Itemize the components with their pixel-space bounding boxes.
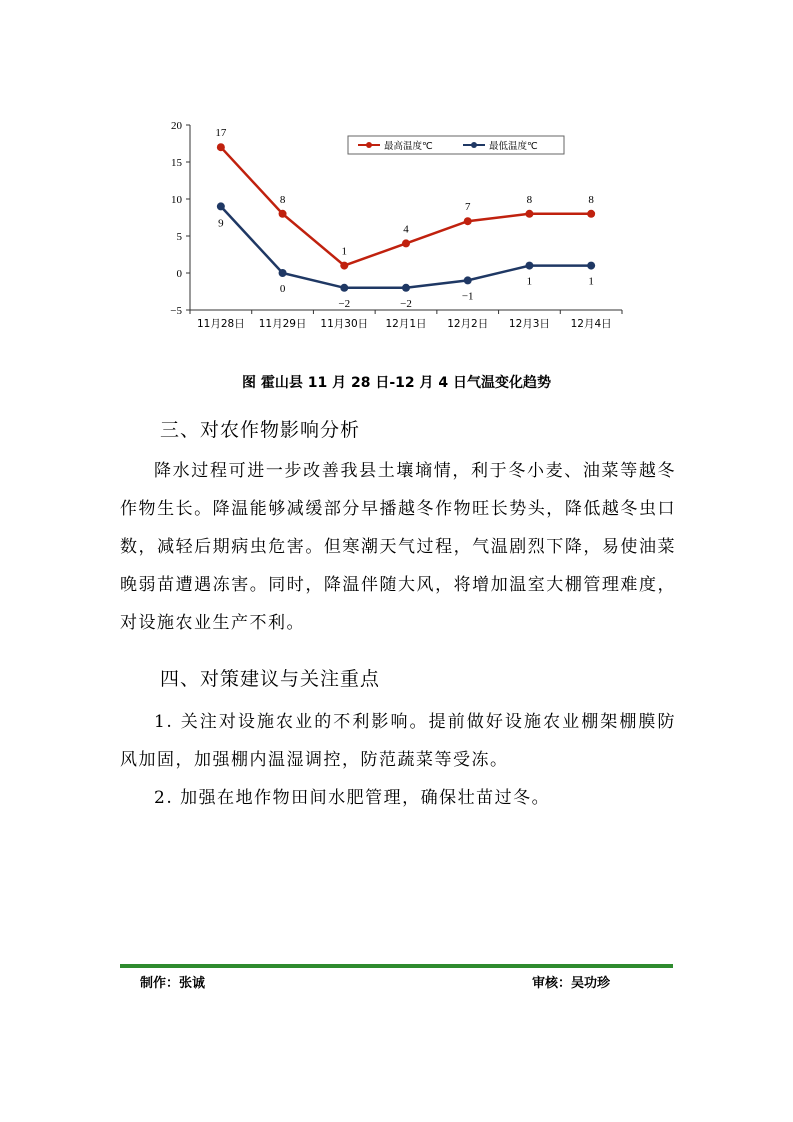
- data-point: [525, 262, 533, 270]
- y-tick-label: 20: [171, 120, 182, 132]
- data-label: 8: [279, 193, 286, 206]
- footer-reviewer: 审核：吴功珍: [532, 976, 611, 991]
- data-point: [525, 210, 533, 218]
- chart-legend: [348, 136, 564, 154]
- x-tick-label: 11月28日: [196, 318, 245, 330]
- section3-body: 降水过程可进一步改善我县土壤墒情，利于冬小麦、油菜等越冬作物生长。降温能够减缓部分早播越冬作物旺长势头，降低越冬虫口数，减轻后期病虫危害。但寒潮天气过程，气温剧烈下降，易使油菜晚弱苗遭遇冻害。同时，降温伴随大风，将增加温室大棚管理难度，对设施农业生产不利。: [120, 461, 676, 633]
- data-point: [340, 284, 348, 292]
- x-tick-label: 12月3日: [508, 318, 550, 330]
- data-label: 4: [403, 223, 409, 236]
- y-tick-label: 0: [176, 268, 182, 280]
- y-tick-label: 15: [171, 157, 182, 169]
- data-label: 1: [526, 275, 533, 288]
- data-label: 1: [341, 245, 348, 258]
- data-point: [217, 143, 225, 151]
- legend-label: 最低温度℃: [489, 141, 538, 152]
- data-point: [402, 284, 410, 292]
- x-tick-label: 12月1日: [385, 318, 427, 330]
- data-point: [402, 239, 410, 247]
- y-tick-label: 5: [176, 231, 182, 243]
- x-tick-label: 12月4日: [570, 318, 612, 330]
- footer-author: 制作：张诚: [140, 976, 206, 991]
- data-label: 9: [218, 217, 224, 230]
- legend-label: 最高温度℃: [384, 141, 433, 152]
- x-tick-label: 12月2日: [447, 318, 489, 330]
- series-line: [221, 147, 591, 265]
- section4-heading: 四、对策建议与关注重点: [160, 668, 381, 690]
- footer-rule: [120, 964, 673, 968]
- section4-item2: 2. 加强在地作物田间水肥管理，确保壮苗过冬。: [154, 788, 551, 808]
- y-tick-label: 10: [171, 194, 182, 206]
- data-point: [464, 217, 472, 225]
- data-point: [587, 210, 595, 218]
- data-point: [217, 202, 225, 210]
- data-point: [587, 262, 595, 270]
- data-label: −2: [338, 297, 351, 310]
- data-label: 7: [464, 201, 471, 214]
- legend-marker: [471, 142, 477, 148]
- chart-series: [215, 127, 595, 310]
- section4-item1: 1. 关注对设施农业的不利影响。提前做好设施农业棚架棚膜防风加固，加强棚内温湿调控，防范蔬菜等受冻。: [120, 712, 676, 770]
- legend-marker: [366, 142, 372, 148]
- data-label: 8: [526, 193, 533, 206]
- temperature-chart: [150, 110, 630, 340]
- data-point: [279, 269, 287, 277]
- data-label: −1: [461, 290, 474, 303]
- y-tick-label: −5: [170, 305, 182, 317]
- x-tick-label: 11月29日: [258, 318, 307, 330]
- chart-caption: 图 霍山县 11 月 28 日-12 月 4 日气温变化趋势: [242, 375, 551, 391]
- data-label: 0: [279, 283, 286, 295]
- x-tick-labels: [197, 318, 612, 330]
- data-label: −2: [400, 297, 412, 310]
- data-label: 1: [588, 275, 594, 288]
- data-point: [340, 262, 348, 270]
- x-tick-label: 11月30日: [320, 318, 369, 330]
- data-point: [464, 276, 472, 284]
- section3-heading: 三、对农作物影响分析: [160, 419, 361, 441]
- y-tick-labels: [170, 120, 182, 317]
- data-point: [279, 210, 287, 218]
- data-label: 8: [588, 193, 594, 206]
- data-label: 17: [215, 127, 227, 140]
